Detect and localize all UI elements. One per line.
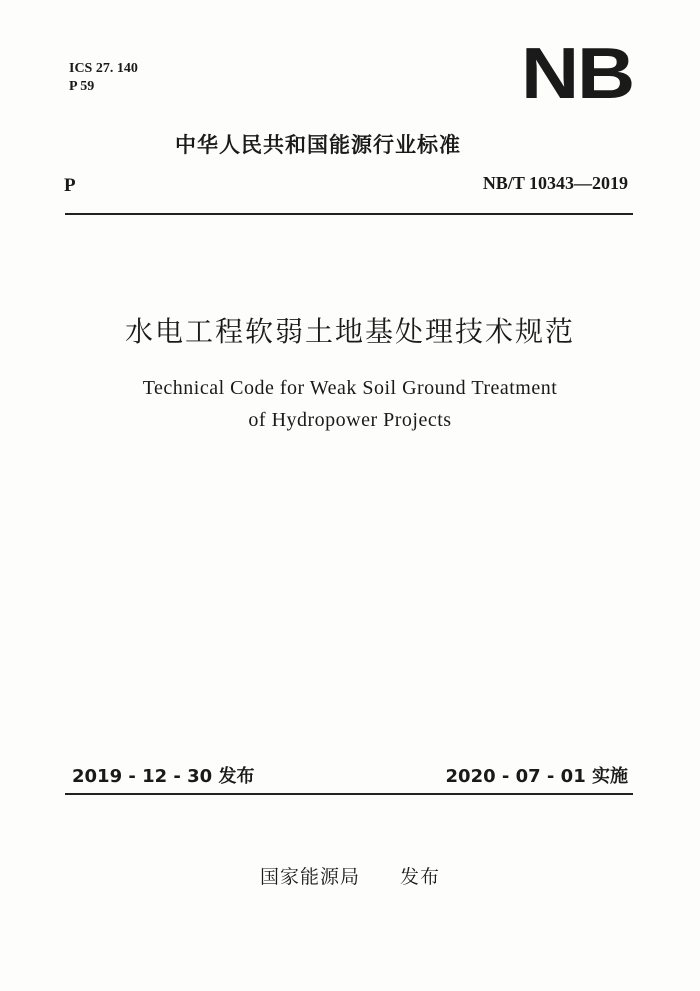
publisher-name: 国家能源局: [259, 866, 360, 888]
publisher-line: [0, 862, 700, 889]
title-english-line1: Technical Code for Weak Soil Ground Treatment: [142, 377, 558, 399]
title-english-line2: of Hydropower Projects: [248, 409, 452, 431]
title-english: [0, 372, 700, 436]
standard-number: NB/T 10343—2019: [482, 173, 628, 193]
issuing-authority-heading: 中华人民共和国能源行业标准: [175, 133, 461, 157]
footer-divider: [65, 793, 633, 795]
nb-logo: NB: [521, 34, 633, 114]
class-code: P 59: [69, 79, 95, 94]
ics-code: ICS 27. 140: [69, 61, 138, 76]
publisher-action: 发布: [400, 866, 441, 888]
header-divider: [65, 213, 633, 215]
ics-classification: [69, 60, 138, 96]
issue-date: 2019 - 12 - 30 发布: [72, 766, 255, 787]
implementation-date: 2020 - 07 - 01 实施: [445, 766, 628, 787]
category-letter: P: [64, 175, 76, 196]
title-chinese: 水电工程软弱土地基处理技术规范: [124, 315, 575, 348]
